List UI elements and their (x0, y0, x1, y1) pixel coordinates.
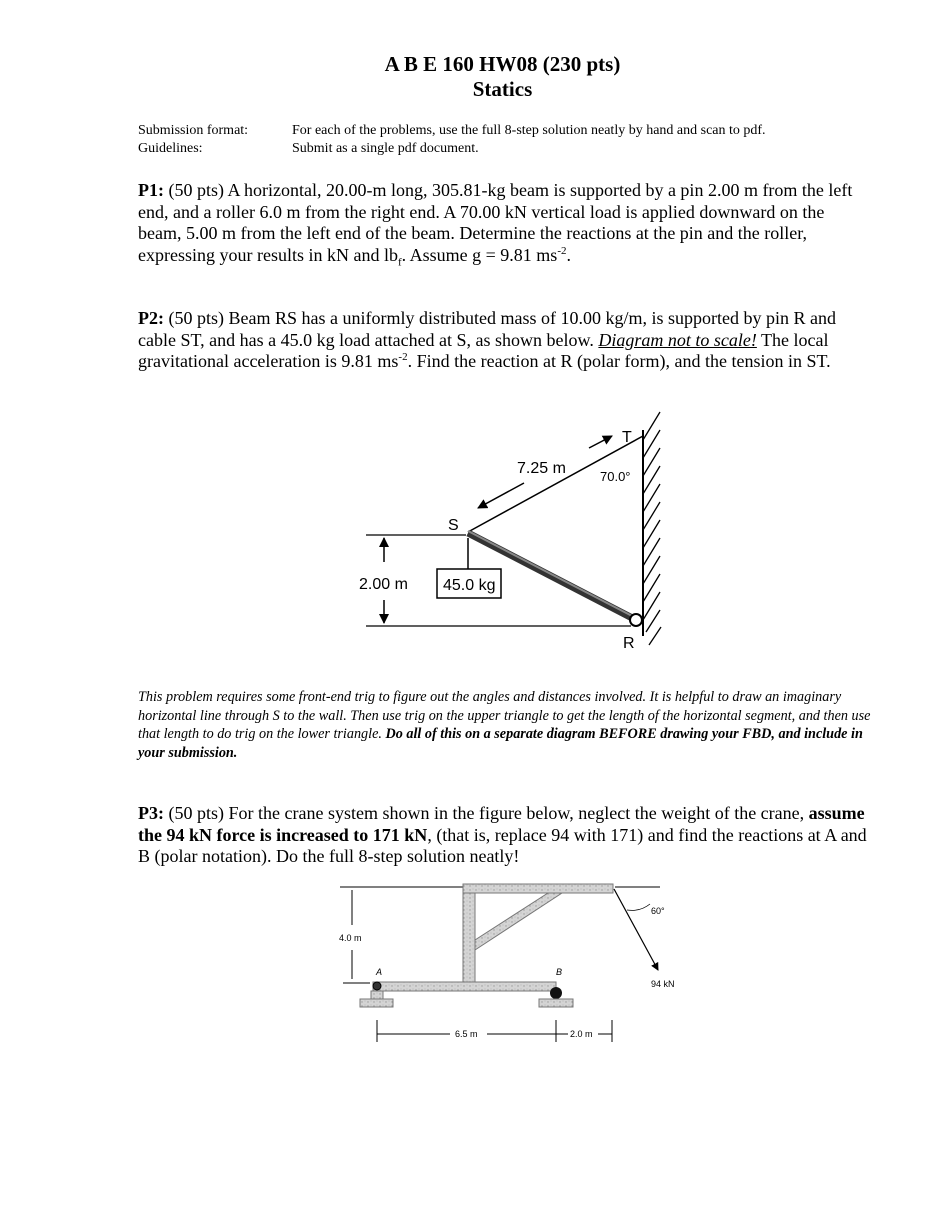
crane-top-beam (463, 884, 613, 893)
page-title: A B E 160 HW08 (230 pts) (384, 52, 621, 76)
problem-2-text: (50 pts) Beam RS has a uniformly distributed mass of 10.00 kg/m, is supported by pin R and cable ST, and has a 45.0 kg load attached at S, as shown below. (138, 308, 836, 350)
label-overhang: 2.0 m (570, 1029, 593, 1039)
problem-3-text: (50 pts) For the crane system shown in the figure below, neglect the weight of the crane, (164, 803, 809, 823)
support-a-pin (373, 982, 381, 990)
problem-3-figure (0, 860, 947, 1060)
arrow-t (589, 436, 612, 448)
support-a-base (360, 999, 393, 1007)
page-subtitle: Statics (472, 77, 533, 101)
label-force-angle: 60° (651, 906, 665, 916)
problem-2-note-text: This problem requires some front-end trig to figure out the angles and distances involved. It is helpful to draw an imaginary horizontal line through S to the wall. Then use trig on the upper triangle to get the length of the horizontal segment, and then use that length to do trig on the lower triangle. (138, 689, 871, 742)
submission-format-label: Submission format: (138, 123, 249, 138)
label-cable-length: 7.25 m (517, 460, 566, 477)
problem-1-label: P1: (138, 180, 164, 200)
problem-1-text-b: . Assume g = 9.81 ms (401, 244, 558, 265)
problem-3-bold: assume the 94 kN force is increased to 171 kN (138, 803, 865, 845)
problem-3-text-b: , (that is, replace 94 with 171) and find the reactions at A and B (polar notation). Do the full 8-step solution neatly! (138, 824, 867, 866)
label-t: T (622, 429, 632, 446)
crane-brace (475, 893, 562, 950)
problem-3-label: P3: (138, 803, 164, 823)
problem-1-text: (50 pts) A horizontal, 20.00-m long, 305.81-kg beam is supported by a pin 2.00 m from the left end, and a roller 6.0 m from the right end. A 70.00 kN vertical load is applied downward on the beam, 5.00 m from the left end of the beam. Determine the reactions at the pin and the roller, expressing your results in kN and lb (138, 180, 853, 265)
wall-hatching (643, 412, 661, 645)
force-94kn (614, 889, 658, 970)
problem-1-sub: f (397, 256, 402, 269)
problem-1-sup: -2 (557, 244, 567, 257)
label-angle: 70.0° (600, 469, 631, 484)
support-b-base (539, 999, 573, 1007)
submission-format-text: For each of the problems, use the full 8-step solution neatly by hand and scan to pdf. (292, 123, 766, 138)
label-force: 94 kN (651, 979, 675, 989)
label-a: A (376, 967, 383, 977)
problem-2-label: P2: (138, 308, 164, 328)
label-r: R (623, 635, 635, 652)
crane-column (463, 885, 475, 983)
label-b: B (556, 967, 563, 977)
pin-r (630, 614, 642, 626)
label-load: 45.0 kg (443, 577, 496, 594)
problem-3 (138, 803, 868, 868)
problem-2-note (138, 688, 878, 762)
guidelines-label: Guidelines: (138, 141, 203, 156)
label-crane-height: 4.0 m (339, 933, 362, 943)
label-span: 6.5 m (455, 1029, 478, 1039)
problem-2-note-bold: Do all of this on a separate diagram BEFORE drawing your FBD, and include in your submission. (138, 726, 863, 761)
support-b-roller (550, 987, 562, 999)
guidelines-text: Submit as a single pdf document. (292, 141, 479, 156)
crane-bottom-beam (373, 982, 556, 991)
problem-2-sup: -2 (398, 351, 408, 363)
cable-st (468, 436, 643, 532)
label-s: S (448, 517, 459, 534)
problem-2-text-b: The local gravitational acceleration is 9.81 ms (138, 329, 829, 371)
problem-2-not-to-scale: Diagram not to scale! (598, 329, 757, 350)
problem-1-text-c: . (566, 244, 571, 265)
label-height: 2.00 m (359, 576, 408, 593)
problem-2-text-c: . Find the reaction at R (polar form), and the tension in ST. (407, 351, 831, 371)
